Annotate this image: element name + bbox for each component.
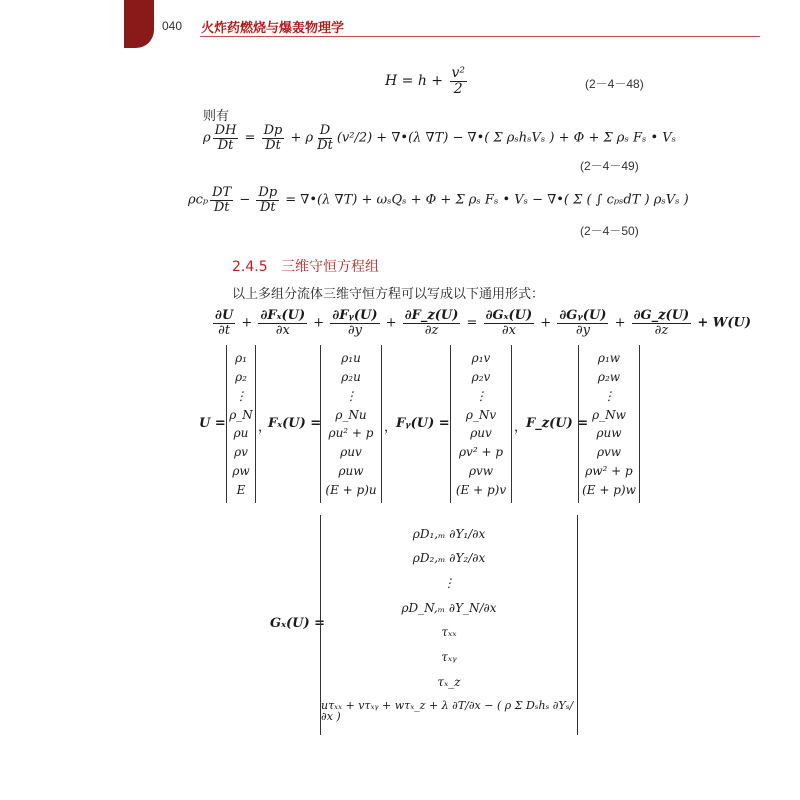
vector-entry: ρD_N,ₘ ∂Y_N/∂x [401,600,497,615]
vector-Fx [320,345,382,503]
vector-entry: ρuw [596,426,622,441]
ge-t3-num: ∂Fᵧ(U) [332,308,378,323]
ge-t3-den: ∂y [347,322,362,338]
intro-text: 以上多组分流体三维守恒方程可以写成以下通用形式： [232,287,545,302]
eq49-rest: (v²/2) + ∇•(λ ∇T) − ∇•( Σ ρₛhₛVₛ ) + Φ + Σ ρₛ Fₛ • Vₛ [336,130,677,146]
separator: ， [258,420,272,435]
ge-t5-den: ∂x [501,322,516,338]
vector-entry: ρu [233,426,249,441]
vector-entry: ρuw [338,464,364,479]
eq49-f2-den: Dt [265,137,281,153]
eq48-den: 2 [453,80,463,97]
eq49-f1-num: DH [214,123,237,138]
vector-entry: ρuv [470,426,492,441]
then-text: 则有 [203,109,230,124]
eq50-f1-num: DT [212,185,232,200]
vector-entry: τₓ_z [437,674,461,689]
vector-entry: (E + p)u [325,483,377,497]
header-rule [200,36,760,37]
page-corner-tab [124,0,154,48]
vector-entry: ρ_Nv [465,407,497,422]
ge-t5-num: ∂Gₓ(U) [485,308,533,323]
eq50-f1-den: Dt [213,199,230,215]
eq49-f1-den: Dt [217,137,234,153]
vector-entry: ρ₂ [235,369,247,384]
vector-entry: ρ₁ [235,350,247,365]
running-header-title: 火炸药燃烧与爆轰物理学 [201,21,345,36]
eq50-f2-num: Dp [258,185,278,200]
ge-t4-num: ∂F_z(U) [404,308,459,323]
eq49-equals: = [240,130,260,146]
eq48-label: (2－4－48) [585,77,644,91]
eq49-f3-den: Dt [317,137,333,153]
ge-t6-den: ∂y [575,322,590,338]
equation-2-4-49 [203,124,676,152]
separator: ， [514,420,528,435]
vector-entry: ρ₁w [597,350,621,365]
equation-2-4-50 [188,186,689,214]
section-number: 2.4.5 [232,259,268,275]
eq49-f3-num: D [319,123,331,138]
vector-U-label: U = [199,416,226,431]
vector-entry: τₓₓ [441,625,457,640]
vector-entry: ⋮ [443,575,455,590]
ge-t7-den: ∂z [654,322,669,338]
eq50-f2-den: Dt [259,199,276,215]
vector-entry: ρv² + p [458,445,503,460]
vector-U [226,345,256,503]
ge-t4-den: ∂z [424,322,439,338]
vector-entry: ρvw [468,464,494,479]
vector-entry: ρ_N [229,407,253,422]
eq50-label: (2－4－50) [580,224,639,238]
eq49-rho: ρ [203,130,211,146]
section-title: 三维守恒方程组 [280,259,379,275]
eq48-lhs: H = h + [385,73,448,90]
vector-entry: ⋮ [345,388,357,403]
vector-entry: ρw [232,464,250,479]
vector-entry: ⋮ [603,388,615,403]
vector-entry: ρ_Nw [592,407,626,422]
vector-entry: E [236,483,246,497]
vector-entry: (E + p)v [455,483,507,497]
vector-Fz-label: F_z(U) = [526,416,589,431]
ge-t7-num: ∂G_z(U) [633,308,690,323]
eq50-rest: = ∇•(λ ∇T) + ωₛQₛ + Φ + Σ ρₛ Fₛ • Vₛ − ∇•( Σ ( ∫ cₚₛdT ) ρₛVₛ ) [281,192,689,208]
eq48-num: v² [451,65,466,81]
vector-entry: ρD₂,ₘ ∂Y₂/∂x [412,551,486,566]
ge-t6-num: ∂Gᵧ(U) [559,308,607,323]
section-heading [232,256,379,276]
ge-t2-den: ∂x [275,322,290,338]
vector-Fz [578,345,640,503]
eq49-label: (2－4－49) [580,159,639,173]
eq49-f2-num: Dp [263,123,283,138]
vector-Gx-label: Gₓ(U) = [270,616,326,631]
separator: ， [384,420,398,435]
vector-entry: ρw² + p [585,464,633,479]
vector-entry: ρ₂u [341,369,361,384]
vector-entry: ρuv [340,445,362,460]
eq50-rho-cp: ρcₚ [188,192,209,208]
vector-entry: ρ_Nu [335,407,367,422]
ge-t1-num: ∂U [215,308,234,323]
ge-t2-num: ∂Fₓ(U) [260,308,306,323]
vector-entry: (E + p)w [582,483,636,497]
vector-entry: ρ₁v [471,350,491,365]
vector-entry: ρ₂w [597,369,621,384]
vector-Fx-label: Fₓ(U) = [268,416,322,431]
vector-entry: ρu² + p [328,426,374,441]
vector-entry: τₓᵧ [441,649,457,664]
eq50-minus: − [235,192,255,208]
page-number: 040 [162,19,183,33]
vector-entry: ⋮ [475,388,487,403]
vector-Fy-label: Fᵧ(U) = [396,416,450,431]
vector-entry: ρ₁u [341,350,361,365]
ge-t1-den: ∂t [218,322,231,338]
vector-entry: ⋮ [235,388,247,403]
ge-source-term: + W(U) [697,315,751,331]
equation-2-4-48 [385,66,469,96]
vector-entry: ρ₂v [471,369,491,384]
vector-entry: ρD₁,ₘ ∂Y₁/∂x [412,526,486,541]
vector-entry: ρvw [596,445,622,460]
vector-Gx [320,515,578,735]
vector-entry: ρv [234,445,248,460]
eq49-plus-rho: + ρ [286,130,314,146]
vector-entry: uτₓₓ + vτₓᵧ + wτₓ_z + λ ∂T/∂x − ( ρ Σ Dₛhₛ ∂Yₛ/∂x ) [321,699,574,724]
general-conservation-equation: $\frac{\partial U}{\partial t}$ + $\frac{\text{∂Fₓ(U)}}{\partial x}$ + $\frac{\text{∂Fᵧ(U)}}{\partial y}$ + $\frac{\partial F\_z(U)}{\partial z}$ = $\frac{\text{∂Gₓ(U)}}{\partial x}$ + $\frac{\text{∂Gᵧ(U)}}{\partial y}$ + $\frac{\partial G\_z(U)}{\partial z}$ + W(U) [215,308,751,338]
vector-Fy [450,345,512,503]
